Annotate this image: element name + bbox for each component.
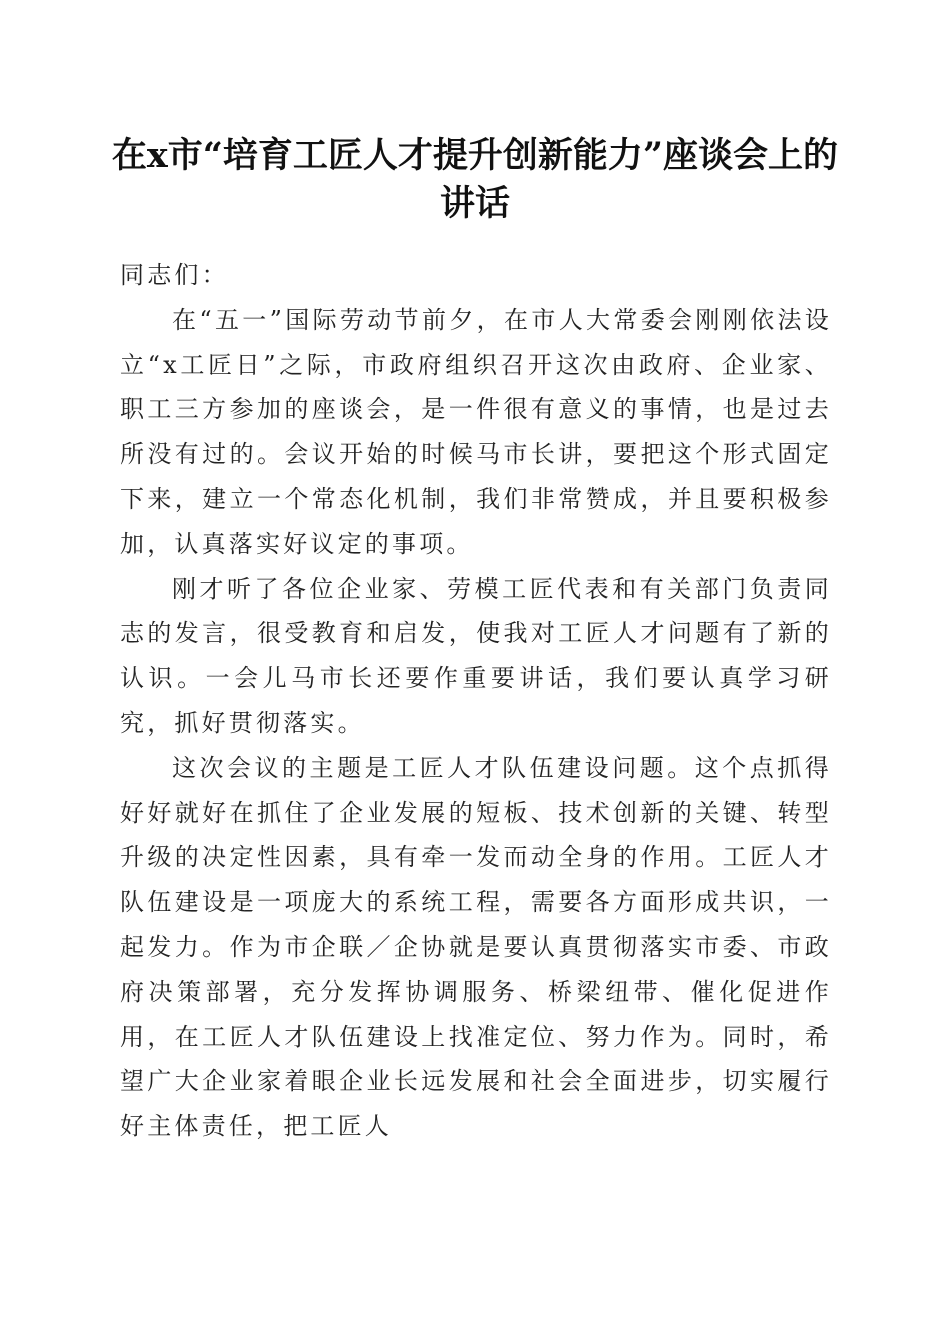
paragraph: 这次会议的主题是工匠人才队伍建设问题。这个点抓得好好就好在抓住了企业发展的短板、技术创新的关键、转型升级的决定性因素，具有牵一发而动全身的作用。工匠人才队伍建设是一项庞大的系统工程，需要各方面形成共识，一起发力。作为市企联／企协就是要认真贯彻落实市委、市政府决策部署，充分发挥协调服务、桥梁纽带、催化促进作用，在工匠人才队伍建设上找准定位、努力作为。同时，希望广大企业家着眼企业长远发展和社会全面进步，切实履行好主体责任，把工匠人 xyxy=(120,753,832,1141)
document-title: 在x市“培育工匠人才提升创新能力”座谈会上的讲话 xyxy=(111,135,839,224)
salutation: 同志们： xyxy=(120,261,229,289)
paragraph: 在“五一”国际劳动节前夕，在市人大常委会刚刚依法设立“x工匠日”之际，市政府组织召开这次由政府、企业家、职工三方参加的座谈会，是一件很有意义的事情，也是过去所没有过的。会议开始的时候马市长讲，要把这个形式固定下来，建立一个常态化机制，我们非常赞成，并且要积极参加，认真落实好议定的事项。 xyxy=(120,305,832,558)
document-body xyxy=(120,253,832,1149)
paragraph: 刚才听了各位企业家、劳模工匠代表和有关部门负责同志的发言，很受教育和启发，使我对工匠人才问题有了新的认识。一会儿马市长还要作重要讲话，我们要认真学习研究，抓好贯彻落实。 xyxy=(120,574,832,737)
